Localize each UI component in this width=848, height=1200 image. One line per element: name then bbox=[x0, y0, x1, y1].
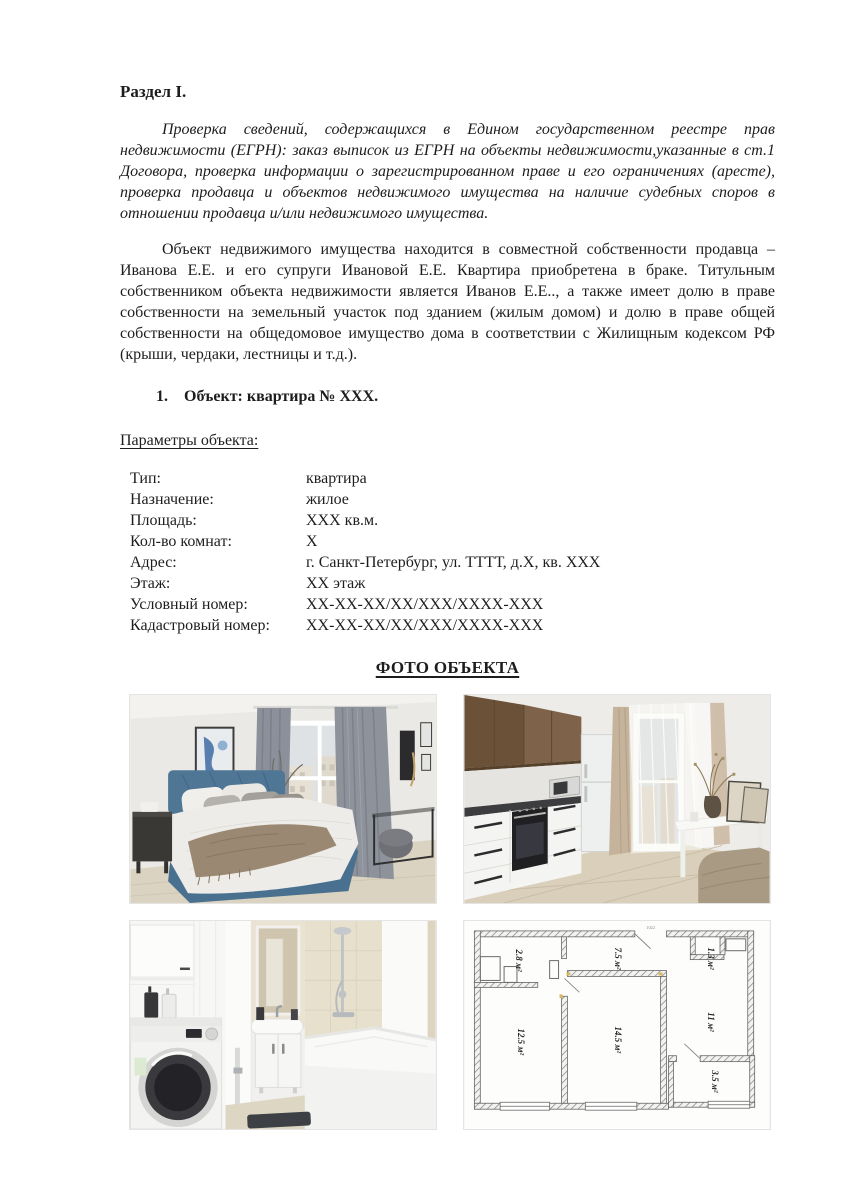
parameters-list bbox=[130, 468, 775, 636]
parameter-row bbox=[130, 594, 775, 615]
room-area-label: 12.5 м² bbox=[515, 1028, 526, 1056]
ownership-paragraph: Объект недвижимого имущества находится в совместной собственности продавца – Иванова Е.Е. и его супруги Ивановой Е.Е. Квартира приобретена в браке. Титульным собственником объекта недвижимости является Иванов Е.Е.., а также имеет долю в праве собственности на земельный участок под зданием (жилым домом) и долю в праве общей собственности на общедомовое имущество дома в соответствии с Жилищным кодексом РФ (крыши, чердаки, лестницы и т.д.). bbox=[120, 241, 775, 363]
parameter-value: X bbox=[306, 533, 318, 550]
parameter-label: Тип: bbox=[130, 470, 161, 487]
object-title: Объект: квартира № XXX. bbox=[184, 388, 379, 405]
parameter-value: XXX кв.м. bbox=[306, 512, 379, 529]
bathroom-photo bbox=[129, 920, 437, 1130]
bedroom-photo bbox=[129, 694, 437, 904]
parameter-row bbox=[130, 552, 775, 573]
room-area-label: 11 м² bbox=[706, 1012, 717, 1032]
parameter-value: XX-XX-XX/XX/XXX/XXXX-XXX bbox=[306, 596, 544, 613]
room-area-label: 1.3 м² bbox=[706, 947, 717, 970]
parameter-row bbox=[130, 510, 775, 531]
room-area-label: 7.5 м² bbox=[613, 947, 624, 970]
plan-dimension-label: 1022 bbox=[646, 924, 656, 930]
section-title: Раздел I. bbox=[120, 82, 187, 101]
parameter-label: Площадь: bbox=[130, 512, 197, 529]
photos-heading-text: ФОТО ОБЪЕКТА bbox=[375, 658, 520, 677]
object-heading bbox=[156, 386, 775, 407]
photos-heading bbox=[120, 657, 775, 679]
parameter-label: Назначение: bbox=[130, 491, 214, 508]
parameter-label: Кол-во комнат: bbox=[130, 533, 232, 550]
parameters-heading-text: Параметры объекта: bbox=[120, 432, 259, 449]
parameter-value: жилое bbox=[306, 491, 349, 508]
parameter-row bbox=[130, 573, 775, 594]
room-area-label: 3.5 м² bbox=[710, 1070, 721, 1093]
parameter-row bbox=[130, 615, 775, 636]
parameter-value: XX-XX-XX/XX/XXX/XXXX-XXX bbox=[306, 617, 544, 634]
floor-plan-image bbox=[463, 920, 771, 1130]
parameter-label: Условный номер: bbox=[130, 596, 248, 613]
parameter-row bbox=[130, 489, 775, 510]
parameter-row bbox=[130, 468, 775, 489]
parameter-value: квартира bbox=[306, 470, 367, 487]
parameters-heading bbox=[120, 430, 775, 451]
room-area-label: 2.8 м² bbox=[513, 949, 524, 972]
object-number: 1. bbox=[156, 388, 168, 405]
parameter-label: Адрес: bbox=[130, 554, 177, 571]
parameter-value: XX этаж bbox=[306, 575, 366, 592]
intro-paragraph: Проверка сведений, содержащихся в Едином государственном реестре прав недвижимости (ЕГРН): заказ выписок из ЕГРН на объекты недвижимости,указанные в ст.1 Договора, проверка информации о зарегистрированном праве и его ограничениях (аресте), проверка продавца и объектов недвижимого имущества на наличие судебных споров в отношении продавца и/или недвижимого имущества. bbox=[120, 121, 775, 222]
kitchen-photo bbox=[463, 694, 771, 904]
parameter-value: г. Санкт-Петербург, ул. ТТТТ, д.X, кв. XXX bbox=[306, 554, 601, 571]
parameter-row bbox=[130, 531, 775, 552]
parameter-label: Кадастровый номер: bbox=[130, 617, 270, 634]
parameter-label: Этаж: bbox=[130, 575, 171, 592]
room-area-label: 14.5 м² bbox=[613, 1026, 624, 1054]
photo-grid bbox=[129, 694, 775, 1130]
